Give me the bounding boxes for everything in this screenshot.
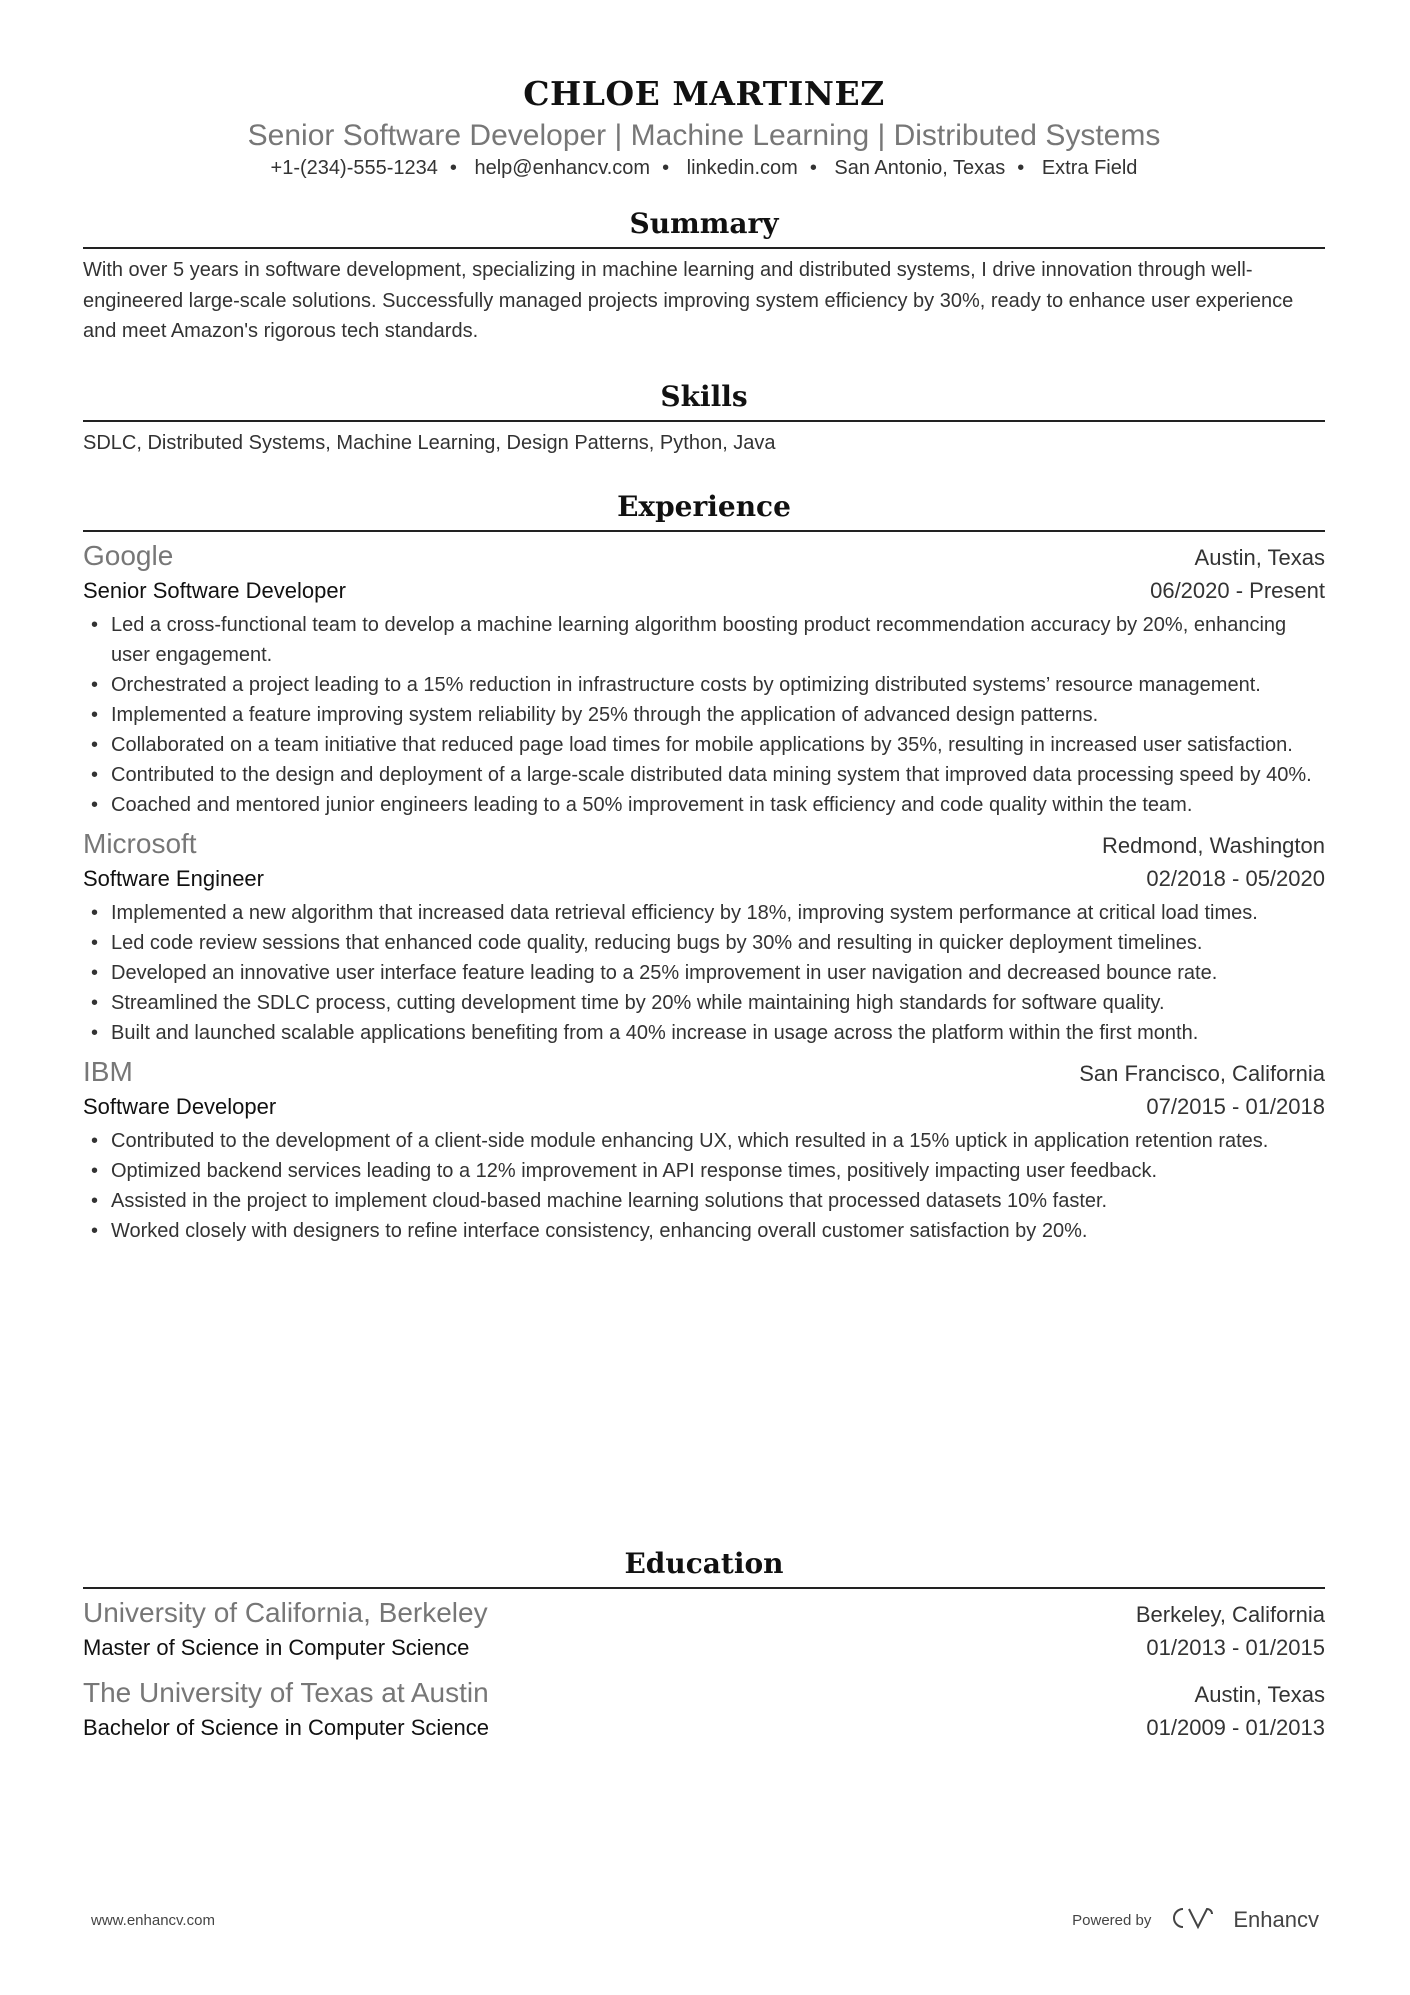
skills-text: SDLC, Distributed Systems, Machine Learning, Design Patterns, Python, Java (83, 432, 776, 454)
divider (83, 247, 1325, 249)
school-location: Berkeley, California (1135, 1602, 1325, 1627)
divider (83, 420, 1325, 422)
phone: +1-(234)-555-1234 (270, 157, 438, 179)
job-dates: 06/2020 - Present (1150, 578, 1325, 603)
bullet-list (83, 610, 1325, 820)
candidate-name: CHLOE MARTINEZ (523, 74, 885, 113)
bullet-item: • Implemented a feature improving system reliability by 25% through the application of advanced design patterns. (83, 700, 1325, 730)
experience-section (83, 486, 1325, 1246)
powered-by (1072, 1905, 1319, 1935)
job-location: San Francisco, California (1079, 1061, 1325, 1086)
bullet-item: • Worked closely with designers to refine interface consistency, enhancing overall customer satisfaction by 20%. (83, 1216, 1325, 1246)
bullet-item: • Contributed to the design and deployment of a large-scale distributed data mining system that improved data processing speed by 40%. (83, 760, 1325, 790)
summary-section (83, 203, 1325, 347)
bullet-item: • Assisted in the project to implement cloud-based machine learning solutions that processed datasets 10% faster. (83, 1186, 1325, 1216)
bullet-list (83, 1126, 1325, 1246)
school-name: University of California, Berkeley (83, 1597, 488, 1628)
linkedin-link[interactable]: linkedin.com (686, 157, 798, 179)
bullet-item: • Implemented a new algorithm that increased data retrieval efficiency by 18%, improving system performance at critical load times. (83, 898, 1325, 928)
job-dates: 07/2015 - 01/2018 (1146, 1094, 1325, 1119)
bullet-item: • Coached and mentored junior engineers leading to a 50% improvement in task efficiency and code quality within the team. (83, 790, 1325, 820)
education-dates: 01/2013 - 01/2015 (1146, 1635, 1325, 1660)
contact-line: +1-(234)-555-1234 • help@enhancv.com • linkedin.com • San Antonio, Texas • Extra Field (270, 157, 1138, 179)
divider (83, 530, 1325, 532)
experience-entry (83, 538, 1325, 820)
section-title: Summary (629, 207, 779, 240)
job-title: Senior Software Developer (83, 578, 346, 603)
divider (83, 1587, 1325, 1589)
bullet-item: • Contributed to the development of a client-side module enhancing UX, which resulted in a 15% uptick in application retention rates. (83, 1126, 1325, 1156)
experience-entry (83, 1054, 1325, 1246)
bullet-item: • Orchestrated a project leading to a 15% reduction in infrastructure costs by optimizing distributed systems’ resource management. (83, 670, 1325, 700)
powered-by-label: Powered by (1072, 1911, 1152, 1929)
job-location: Redmond, Washington (1102, 833, 1325, 858)
degree: Master of Science in Computer Science (83, 1635, 470, 1660)
experience-entry (83, 826, 1325, 1048)
job-title: Software Developer (83, 1094, 277, 1119)
job-title: Software Engineer (83, 866, 264, 891)
skills-section (83, 376, 1325, 459)
degree: Bachelor of Science in Computer Science (83, 1715, 489, 1740)
bullet-list (83, 898, 1325, 1048)
bullet-item: • Collaborated on a team initiative that reduced page load times for mobile applications by 35%, resulting in increased user satisfaction. (83, 730, 1325, 760)
extra-field: Extra Field (1041, 157, 1138, 179)
job-location: Austin, Texas (1194, 545, 1325, 570)
bullet-item: • Led code review sessions that enhanced code quality, reducing bugs by 30% and resulting in quicker deployment timelines. (83, 928, 1325, 958)
bullet-item: • Built and launched scalable applications benefiting from a 40% increase in usage across the platform within the first month. (83, 1018, 1325, 1048)
bullet-item: • Streamlined the SDLC process, cutting development time by 20% while maintaining high standards for software quality. (83, 988, 1325, 1018)
email-link[interactable]: help@enhancv.com (474, 157, 651, 179)
website-link[interactable]: www.enhancv.com (91, 1911, 215, 1929)
bullet-item: • Optimized backend services leading to a 12% improvement in API response times, positively impacting user feedback. (83, 1156, 1325, 1186)
education-entry (83, 1595, 1325, 1665)
headline: Senior Software Developer | Machine Learning | Distributed Systems (247, 119, 1161, 152)
education-dates: 01/2009 - 01/2013 (1146, 1715, 1325, 1740)
location: San Antonio, Texas (834, 157, 1006, 179)
education-section (83, 1543, 1325, 1745)
bullet-item: • Developed an innovative user interface feature leading to a 25% improvement in user navigation and decreased bounce rate. (83, 958, 1325, 988)
job-dates: 02/2018 - 05/2020 (1146, 866, 1325, 891)
section-title: Skills (660, 380, 748, 413)
bullet-item: • Led a cross-functional team to develop a machine learning algorithm boosting product recommendation accuracy by 20%, enhancing user engagement. (83, 610, 1325, 670)
footer (91, 1905, 1319, 1935)
education-entry (83, 1675, 1325, 1745)
summary-text: With over 5 years in software development, specializing in machine learning and distributed systems, I drive innovation through well-engineered large-scale solutions. Successfully managed projects improving system efficiency by 30%, ready to enhance user experience and meet Amazon's rigorous tech standards. (83, 259, 1294, 342)
school-location: Austin, Texas (1194, 1682, 1325, 1707)
section-title: Education (624, 1547, 784, 1580)
enhancv-logo-icon (1169, 1905, 1215, 1935)
company-name: IBM (83, 1056, 133, 1087)
brand-name: Enhancv (1233, 1907, 1319, 1932)
company-name: Google (83, 540, 174, 571)
section-title: Experience (617, 490, 791, 523)
company-name: Microsoft (83, 828, 197, 859)
school-name: The University of Texas at Austin (83, 1677, 489, 1708)
